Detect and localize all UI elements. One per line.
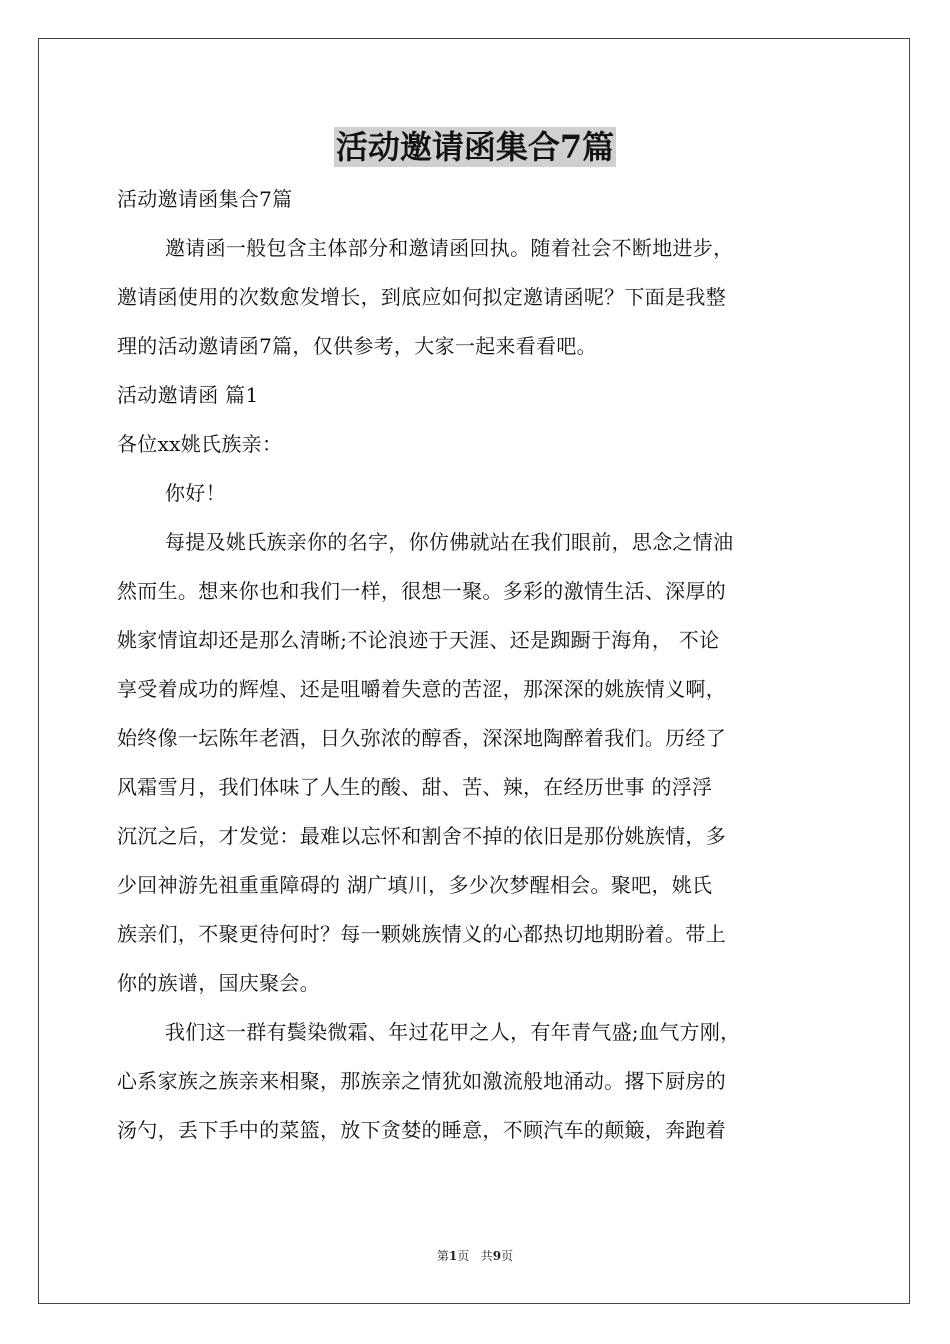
section-heading: 活动邀请函 篇1	[117, 383, 259, 407]
paragraph1-line: 少回神游先祖重重障碍的 湖广填川，多少次梦醒相会。聚吧，姚氏	[117, 873, 713, 897]
intro-line-3: 理的活动邀请函7篇，仅供参考，大家一起来看看吧。	[117, 334, 597, 358]
document-title: 活动邀请函集合7篇	[335, 128, 615, 166]
paragraph1-line: 风霜雪月，我们体味了人生的酸、甜、苦、辣，在经历世事 的浮浮	[117, 775, 713, 799]
intro-line-2: 邀请函使用的次数愈发增长，到底应如何拟定邀请函呢？下面是我整	[117, 285, 726, 309]
footer-suffix: 页	[501, 1249, 514, 1263]
page-footer	[0, 1247, 950, 1264]
paragraph2-line: 心系家族之族亲来相聚，那族亲之情犹如激流般地涌动。撂下厨房的	[117, 1069, 726, 1093]
paragraph1-line: 然而生。想来你也和我们一样，很想一聚。多彩的激情生活、深厚的	[117, 579, 726, 603]
paragraph1-line: 享受着成功的辉煌、还是咀嚼着失意的苦涩，那深深的姚族情义啊，	[117, 677, 726, 701]
footer-middle: 页 共	[457, 1249, 493, 1263]
document-body	[117, 180, 837, 1149]
footer-prefix: 第	[436, 1249, 449, 1263]
footer-page-number: 1	[448, 1249, 458, 1263]
footer-total-pages: 9	[492, 1249, 502, 1263]
intro-line-1: 邀请函一般包含主体部分和邀请函回执。随着社会不断地进步，	[165, 236, 734, 260]
document-subtitle: 活动邀请函集合7篇	[117, 187, 293, 211]
title-container	[0, 127, 950, 167]
greeting: 你好！	[165, 481, 226, 505]
salutation: 各位xx姚氏族亲：	[117, 432, 283, 456]
paragraph1-line: 族亲们，不聚更待何时？每一颗姚族情义的心都热切地期盼着。带上	[117, 922, 726, 946]
paragraph1-line: 始终像一坛陈年老酒，日久弥浓的醇香，深深地陶醉着我们。历经了	[117, 726, 726, 750]
paragraph2-line: 汤勺，丢下手中的菜篮，放下贪婪的睡意，不顾汽车的颠簸，奔跑着	[117, 1118, 726, 1142]
paragraph1-line: 你的族谱，国庆聚会。	[117, 971, 320, 995]
paragraph1-line: 每提及姚氏族亲你的名字，你仿佛就站在我们眼前，思念之情油	[165, 530, 734, 554]
paragraph1-line: 姚家情谊却还是那么清晰;不论浪迹于天涯、还是踟蹰于海角， 不论	[117, 628, 720, 652]
paragraph2-line: 我们这一群有鬓染微霜、年过花甲之人，有年青气盛;血气方刚，	[165, 1020, 741, 1044]
paragraph1-line: 沉沉之后，才发觉：最难以忘怀和割舍不掉的依旧是那份姚族情，多	[117, 824, 726, 848]
